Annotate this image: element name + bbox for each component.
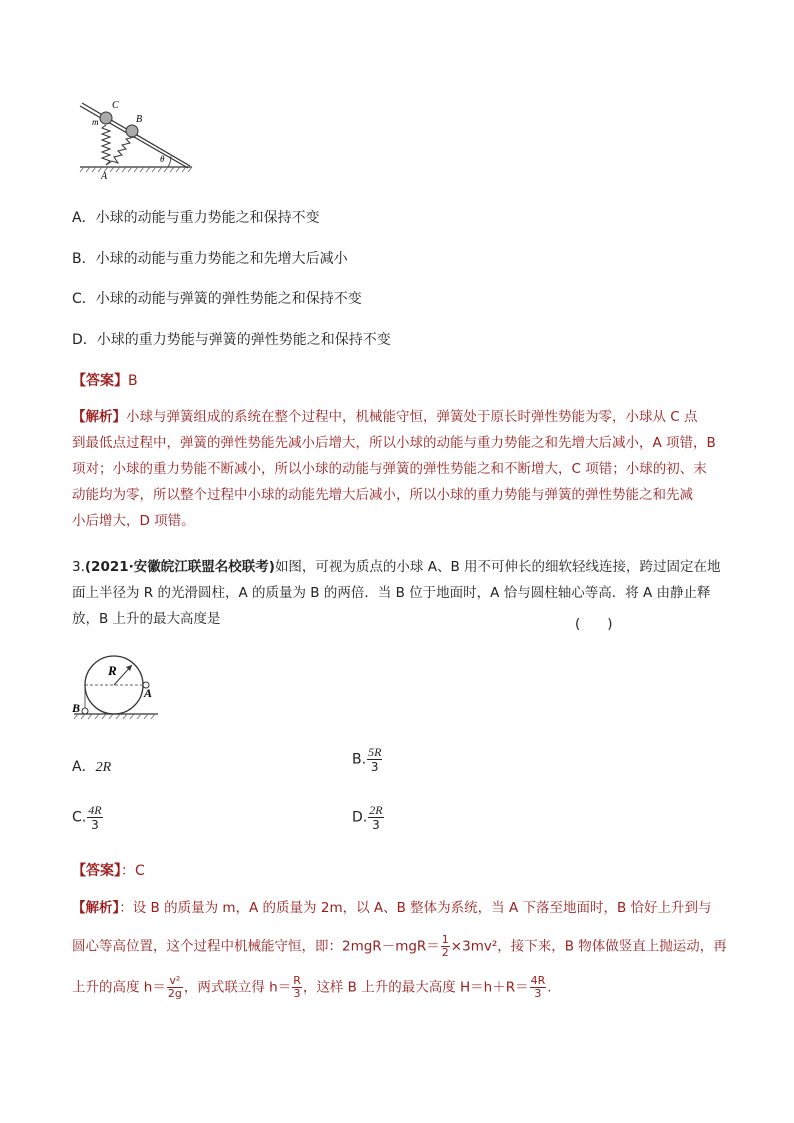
label-a: A bbox=[101, 171, 108, 182]
q3-option-b: B. $\frac{5R}{3}$ bbox=[352, 745, 382, 774]
q2-option-d: D．小球的重力势能与弹簧的弹性势能之和保持不变 bbox=[72, 332, 391, 348]
label-c: C bbox=[112, 100, 119, 111]
label-a: A bbox=[144, 686, 153, 700]
q3-option-d: D. $\frac{2R}{3}$ bbox=[352, 803, 383, 832]
q3-source: (2021·安徽皖江联盟名校联考) bbox=[84, 559, 275, 575]
q3-analysis: 【解析】：设 B 的质量为 m，A 的质量为 2m，以 A、B 整体为系统，当 A 下落至地面时，B 恰好上升到与 圆心等高位置，这个过程中机械能守恒，即：2mgR－mgR＝ $\frac{1}{2}$ ×3mv²，接下来，B 物体做竖直上抛运动，再 上升的高度 h＝ $\frac{\text{v²}}{2g}$ ，两式联立得 h＝ $\frac{R}{3}$ ，这样 B 上升的最大高度 H＝h＋R＝ $\frac{4R}{3}$ . bbox=[72, 900, 727, 1000]
label-theta: θ bbox=[160, 154, 165, 164]
incline-spring-figure bbox=[70, 95, 200, 185]
cylinder-figure bbox=[68, 650, 160, 722]
label-r: R bbox=[108, 663, 117, 678]
q3-answer: 【答案】：C bbox=[72, 863, 145, 879]
analysis-tag: 【解析】 bbox=[72, 409, 126, 425]
q2-option-c: C．小球的动能与弹簧的弹性势能之和保持不变 bbox=[72, 291, 362, 307]
q2-option-a: A．小球的动能与重力势能之和保持不变 bbox=[72, 210, 320, 226]
answer-value: B bbox=[128, 373, 138, 389]
q2-option-b: B．小球的动能与重力势能之和先增大后减小 bbox=[72, 251, 348, 267]
analysis-line: 动能均为零，所以整个过程中小球的动能先增大后减小，所以小球的重力势能与弹簧的弹性势能之和先减 bbox=[72, 487, 693, 503]
q3-stem-line: 放，B 上升的最大高度是 bbox=[72, 611, 221, 627]
q2-answer bbox=[72, 370, 138, 390]
analysis-line: 项对；小球的重力势能不断减小，所以小球的动能与弹簧的弹性势能之和不断增大，C 项错；小球的初、末 bbox=[72, 461, 707, 477]
q3-stem-line: 如图，可视为质点的小球 A、B 用不可伸长的细软轻线连接，跨过固定在地 bbox=[274, 559, 721, 575]
q3-stem-line: 面上半径为 R 的光滑圆柱，A 的质量为 B 的两倍．当 B 位于地面时，A 恰与圆柱轴心等高．将 A 由静止释 bbox=[72, 585, 711, 601]
analysis-line: 小后增大，D 项错。 bbox=[72, 513, 195, 529]
q3-stem bbox=[72, 554, 721, 632]
analysis-line: 到最低点过程中，弹簧的弹性势能先减小后增大，所以小球的动能与重力势能之和先增大后减小，A 项错，B bbox=[72, 435, 716, 451]
q3-number: 3. bbox=[72, 559, 85, 575]
answer-tag: 【答案】 bbox=[72, 373, 128, 389]
analysis-line: 小球与弹簧组成的系统在整个过程中，机械能守恒，弹簧处于原长时弹性势能为零，小球从 C 点 bbox=[126, 409, 698, 425]
answer-bracket: ( ) bbox=[575, 616, 613, 632]
analysis-tag: 【解析】 bbox=[72, 900, 120, 916]
q3-option-a: A．2R bbox=[72, 759, 112, 775]
label-m: m bbox=[92, 117, 99, 127]
label-b: B bbox=[72, 701, 81, 715]
q2-analysis bbox=[72, 404, 716, 534]
label-b: B bbox=[136, 114, 143, 125]
q3-option-c: C. $\frac{4R}{3}$ bbox=[72, 803, 102, 832]
